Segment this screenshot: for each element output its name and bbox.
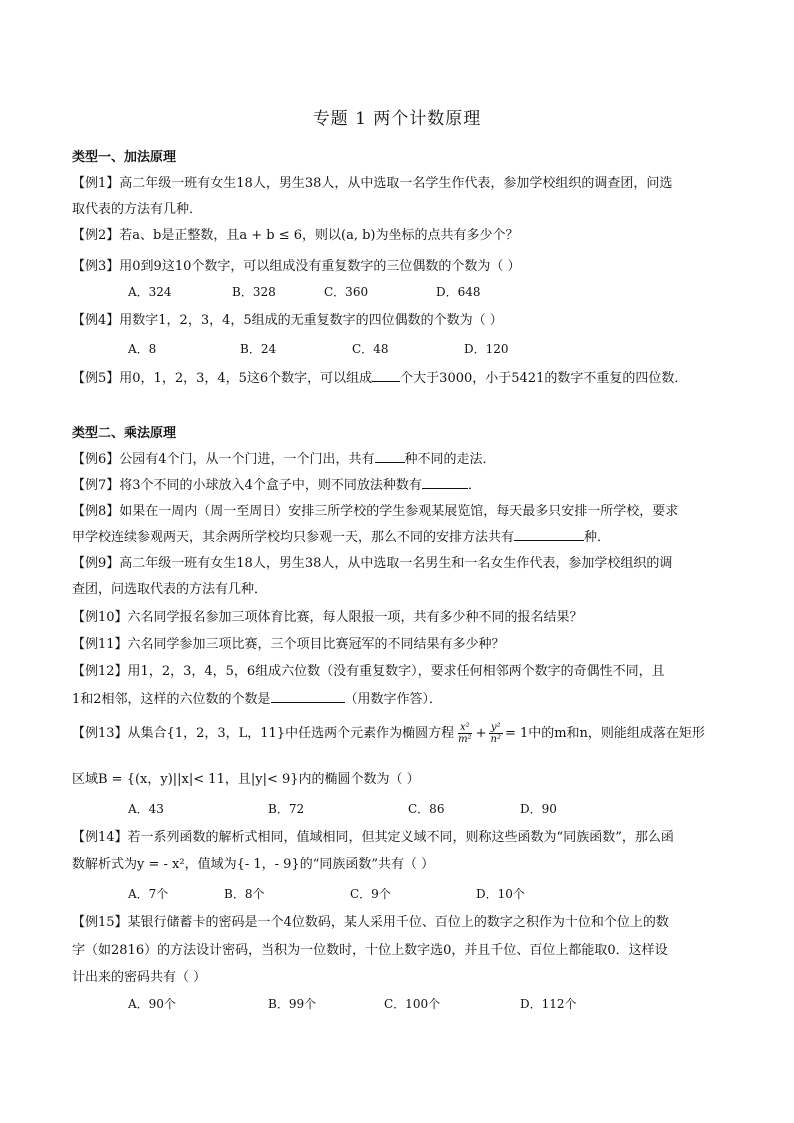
option-a: A．8: [128, 342, 157, 356]
example-13-text-eq: = 1中的m和n，则能组成落在矩形: [504, 726, 705, 741]
answer-blank: [372, 369, 400, 382]
answer-blank: [422, 476, 468, 489]
example-15-options: [128, 995, 577, 1012]
answer-blank: [514, 528, 584, 541]
section-heading-multiplication: 类型二、乘法原理: [72, 426, 177, 441]
option-b: B．24: [240, 342, 277, 356]
option-b: B．328: [232, 285, 276, 299]
example-8-text-c: 种．: [584, 530, 611, 545]
example-8-text-b: 甲学校连续参观两天，其余两所学校均只参观一天，那么不同的安排方法共有: [72, 530, 515, 545]
option-d: D．10个: [476, 887, 525, 901]
example-1-line-1: 【例1】高二年级一班有女生18人，男生38人，从中选取一名学生作代表，参加学校组织的调查团，问选: [72, 176, 673, 191]
example-15-line-1: 【例15】某银行储蓄卡的密码是一个4位数码，某人采用千位、百位上的数字之积作为十位和个位上的数: [72, 915, 669, 930]
example-5-text-b: 个大于3000，小于5421的数字不重复的四位数．: [400, 371, 688, 386]
example-11: 【例11】六名同学参加三项比赛，三个项目比赛冠军的不同结果有多少种？: [72, 637, 505, 652]
example-7: [72, 474, 732, 493]
example-7-text-b: ．: [467, 478, 481, 493]
example-12-text-c: （用数字作答）．: [344, 692, 443, 707]
example-10: 【例10】六名同学报名参加三项体育比赛，每人限报一项，共有多少种不同的报名结果？: [72, 610, 583, 625]
example-14-line-2: 数解析式为y = - x²，值域为{- 1，- 9}的“同族函数”共有（ ）: [72, 857, 435, 872]
option-c: C．9个: [350, 887, 391, 901]
example-15-line-2: 字（如2816）的方法设计密码，当积为一位数时，十位上数字选0，并且千位、百位上都能取0．这样设: [72, 943, 668, 958]
fraction-y-over-n: [488, 722, 502, 745]
option-d: D．112个: [520, 997, 577, 1011]
fraction-numerator: x²: [460, 722, 470, 733]
fraction-x-over-m: [456, 722, 474, 745]
option-a: A．43: [128, 802, 164, 816]
example-6-text-a: 【例6】公园有4个门，从一个门进，一个门出，共有: [72, 452, 375, 467]
plus-sign: +: [475, 726, 487, 741]
example-4: 【例4】用数字1，2，3，4，5组成的无重复数字的四位偶数的个数为（ ）: [72, 313, 503, 328]
example-13-text-a: 【例13】从集合{1，2，3，L，11}中任选两个元素作为椭圆方程: [72, 726, 455, 741]
example-15-line-3: 计出来的密码共有（ ）: [72, 970, 207, 985]
option-c: C．360: [324, 285, 369, 299]
example-12-line-1: 【例12】用1，2，3，4，5，6组成六位数（没有重复数字），要求任何相邻两个数字的奇偶性不同，且: [72, 664, 665, 679]
example-9-line-1: 【例9】高二年级一班有女生18人，男生38人，从中选取一名男生和一名女生作代表，参加学校组织的调: [72, 556, 673, 571]
option-c: C．100个: [384, 997, 441, 1011]
page-title: 专题 1 两个计数原理: [312, 109, 482, 129]
example-7-text-a: 【例7】将3个不同的小球放入4个盒子中，则不同放法种数有: [72, 478, 422, 493]
example-6: [72, 448, 732, 467]
example-14-line-1: 【例14】若一系列函数的解析式相同，值域相同，但其定义域不同，则称这些函数为“同族函数”，那么函: [72, 830, 674, 845]
fraction-numerator: y²: [490, 722, 501, 733]
example-8-line-2: [72, 526, 732, 545]
example-14-options: [128, 885, 525, 902]
example-2: 【例2】若a、b是正整数，且a + b ≤ 6，则以(a, b)为坐标的点共有多少个？: [72, 228, 519, 243]
fraction-denominator: m²: [458, 734, 472, 745]
section-heading-addition: 类型一、加法原理: [72, 150, 177, 165]
example-13-options: [128, 800, 557, 817]
example-4-options: [128, 340, 509, 357]
example-5-text-a: 【例5】用0，1，2，3，4，5这6个数字，可以组成: [72, 371, 373, 386]
option-c: C．48: [352, 342, 389, 356]
example-13-line-1: [72, 722, 732, 745]
example-9-line-2: 查团，问选取代表的方法有几种．: [72, 582, 268, 597]
option-b: B．99个: [268, 997, 317, 1011]
option-d: D．90: [520, 802, 557, 816]
option-a: A．324: [128, 285, 172, 299]
example-3-options: [128, 283, 481, 300]
example-5: [72, 367, 732, 386]
example-3: 【例3】用0到9这10个数字，可以组成没有重复数字的三位偶数的个数为（ ）: [72, 259, 521, 274]
option-a: A．7个: [128, 887, 169, 901]
option-c: C．86: [408, 802, 445, 816]
example-1-line-2: 取代表的方法有几种．: [72, 202, 203, 217]
option-d: D．648: [436, 285, 481, 299]
fraction-denominator: n²: [490, 734, 501, 745]
example-12-text-b: 1和2相邻，这样的六位数的个数是: [72, 692, 271, 707]
answer-blank: [375, 450, 405, 463]
option-d: D．120: [464, 342, 509, 356]
answer-blank: [271, 690, 345, 703]
example-12-line-2: [72, 688, 732, 707]
example-6-text-b: 种不同的走法．: [404, 452, 496, 467]
option-a: A．90个: [128, 997, 176, 1011]
example-13-line-2: 区域B = {(x，y)||x|< 11，且|y|< 9}内的椭圆个数为（ ）: [72, 772, 420, 787]
example-8-line-1: 【例8】如果在一周内（周一至周日）安排三所学校的学生参观某展览馆，每天最多只安排一所学校，要求: [72, 504, 679, 519]
option-b: B．8个: [224, 887, 265, 901]
option-b: B．72: [268, 802, 305, 816]
